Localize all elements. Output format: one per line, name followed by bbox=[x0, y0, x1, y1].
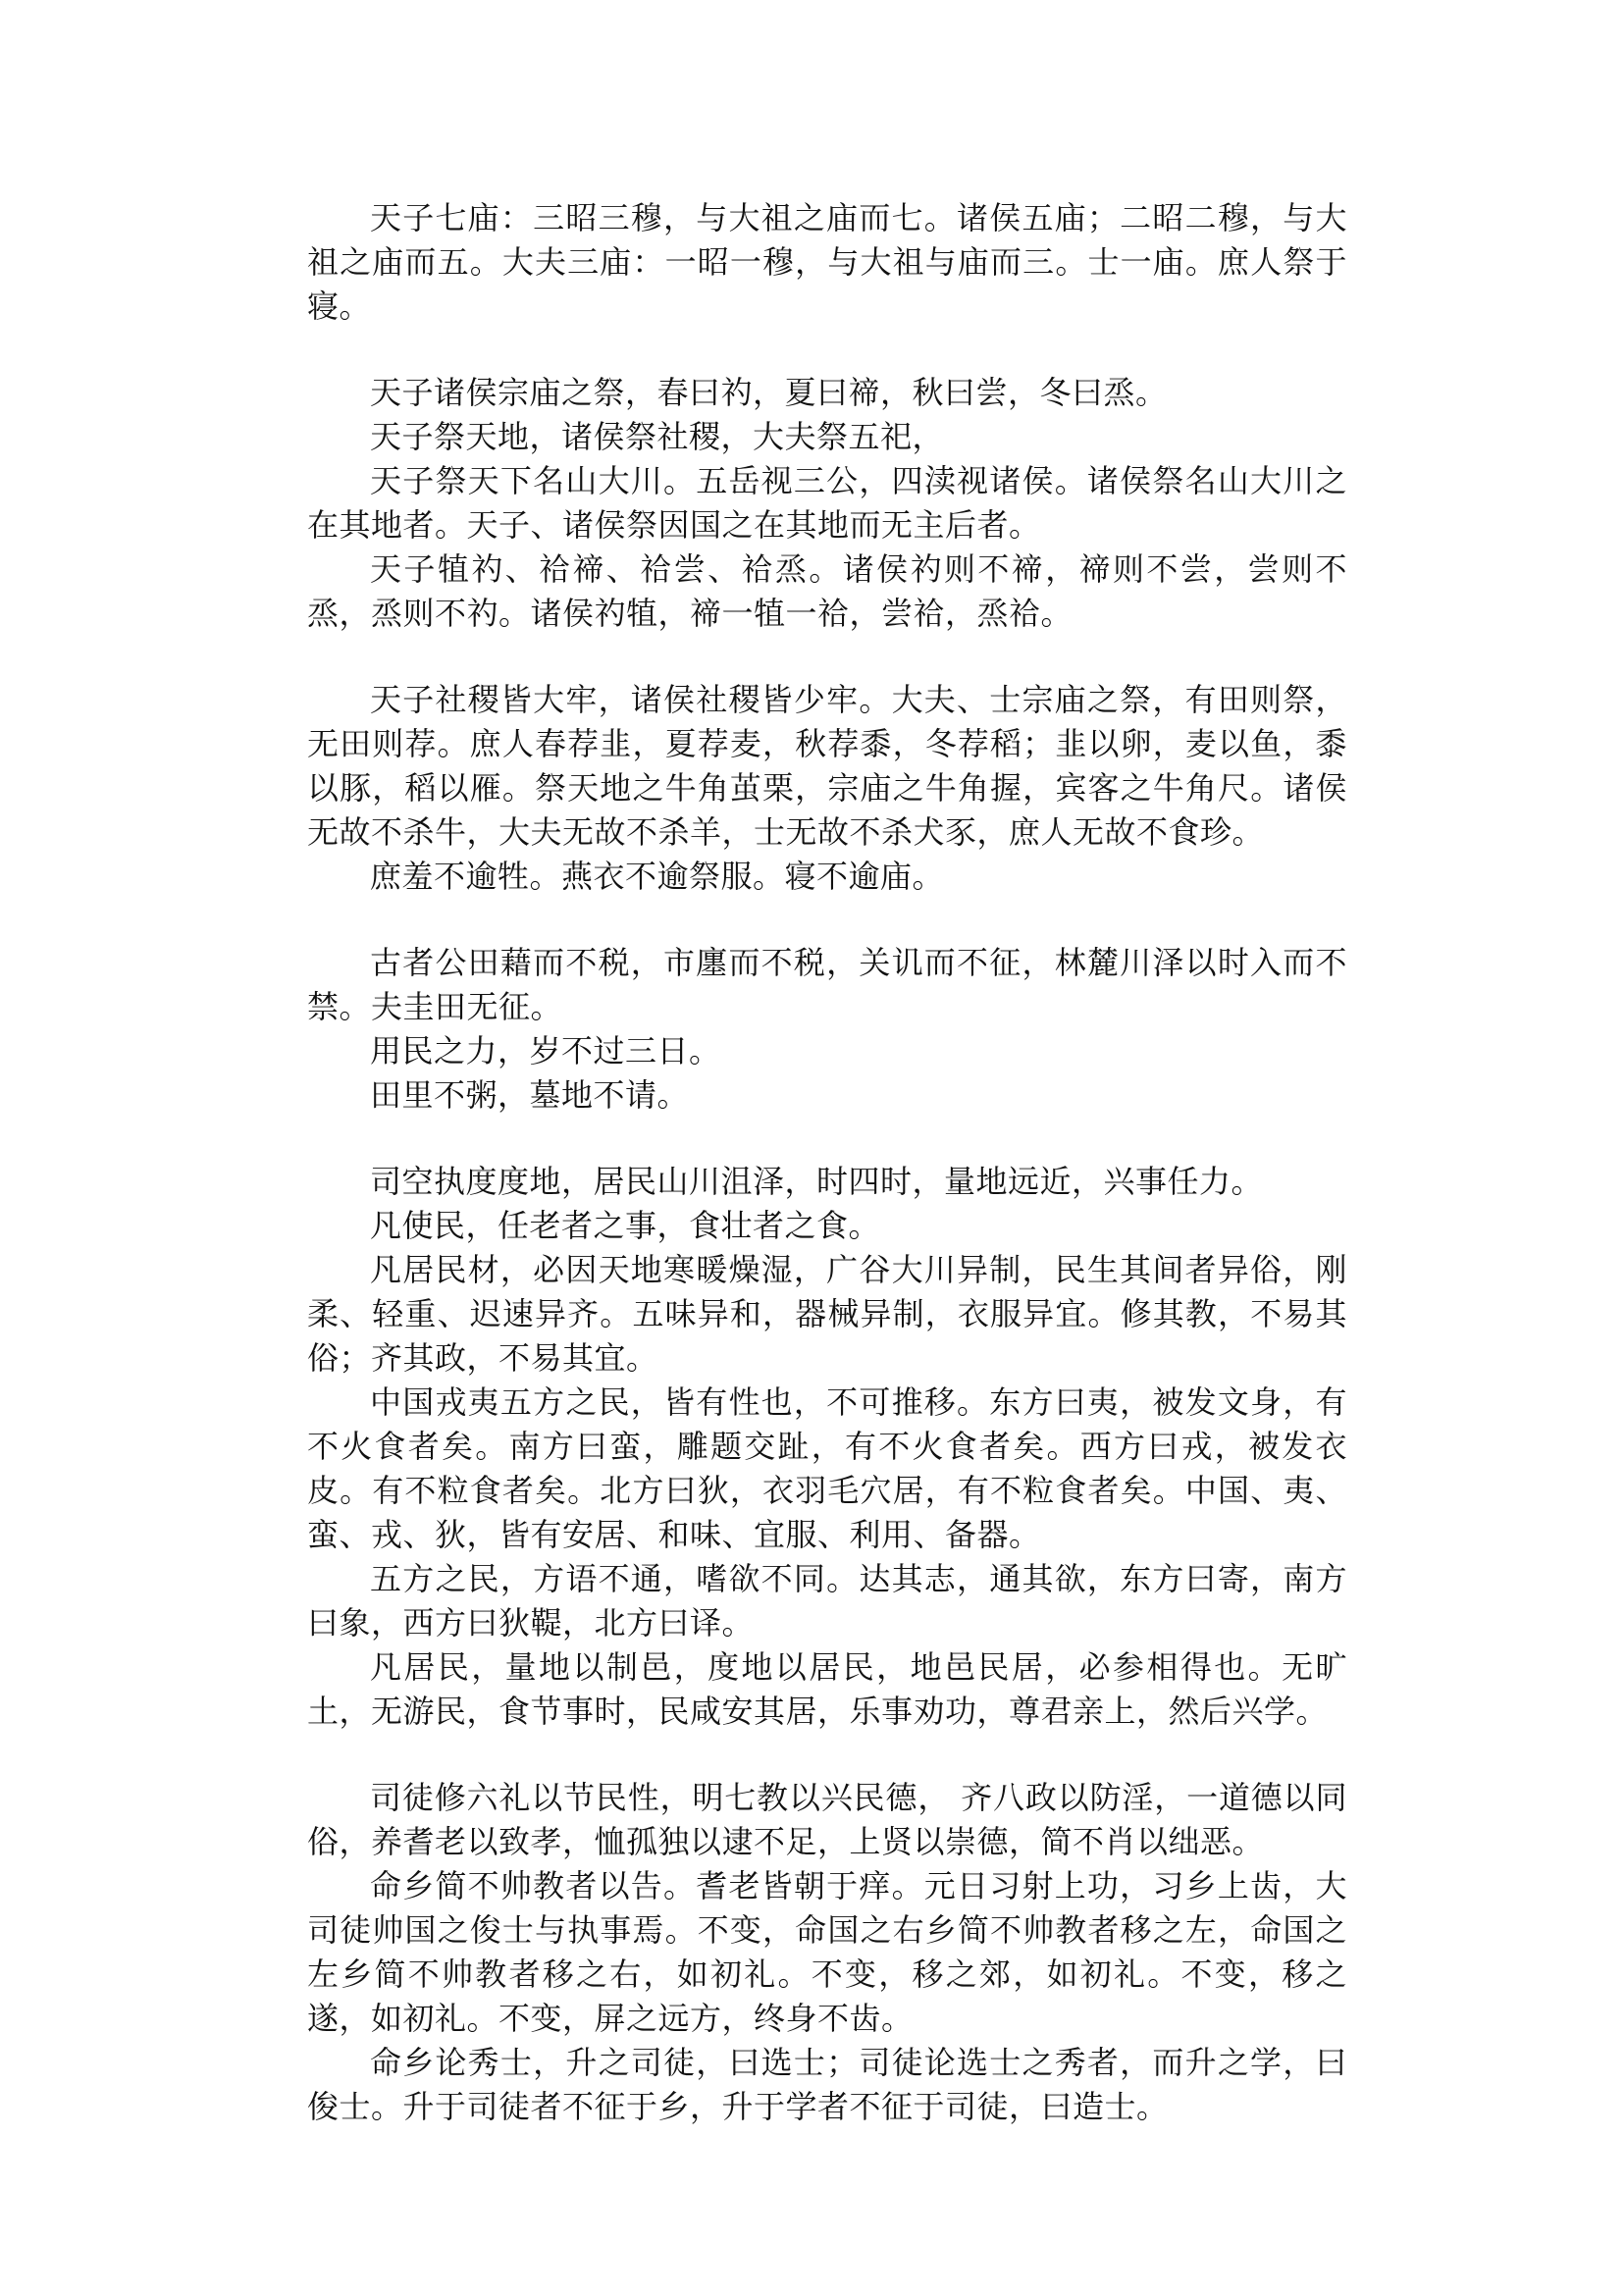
paragraph: 命乡论秀士，升之司徒，曰选士；司徒论选士之秀者，而升之学，曰俊士。升于司徒者不征于乡，升于学者不征于司徒，曰造士。 bbox=[307, 2044, 1347, 2125]
paragraph: 天子犆礿、祫禘、祫尝、祫烝。诸侯礿则不禘，禘则不尝，尝则不烝，烝则不礿。诸侯礿犆，禘一犆一祫，尝祫，烝祫。 bbox=[307, 550, 1347, 632]
paragraph: 天子社稷皆大牢，诸侯社稷皆少牢。大夫、士宗庙之祭，有田则祭，无田则荐。庶人春荐韭，夏荐麦，秋荐黍，冬荐稻；韭以卵，麦以鱼，黍以豚，稻以雁。祭天地之牛角茧栗，宗庙之牛角握，宾客之牛角尺。诸侯无故不杀牛，大夫无故不杀羊，士无故不杀犬豕，庶人无故不食珍。 bbox=[307, 681, 1347, 851]
paragraph: 天子七庙：三昭三穆，与大祖之庙而七。诸侯五庙；二昭二穆，与大祖之庙而五。大夫三庙：一昭一穆，与大祖与庙而三。士一庙。庶人祭于寝。 bbox=[307, 199, 1347, 325]
paragraph: 凡居民材，必因天地寒暖燥湿，广谷大川异制，民生其间者异俗，刚柔、轻重、迟速异齐。五味异和，器械异制，衣服异宜。修其教，不易其俗；齐其政，不易其宜。 bbox=[307, 1251, 1347, 1377]
paragraph: 五方之民，方语不通，嗜欲不同。达其志，通其欲，东方曰寄，南方曰象，西方曰狄鞮，北方曰译。 bbox=[307, 1560, 1347, 1642]
paragraph: 天子祭天下名山大川。五岳视三公，四渎视诸侯。诸侯祭名山大川之在其地者。天子、诸侯祭因国之在其地而无主后者。 bbox=[307, 462, 1347, 544]
paragraph: 天子祭天地，诸侯祭社稷，大夫祭五祀， bbox=[370, 418, 945, 455]
paragraph: 命乡简不帅教者以告。耆老皆朝于痒。元日习射上功，习乡上齿，大司徒帅国之俊士与执事焉。不变，命国之右乡简不帅教者移之左，命国之左乡简不帅教者移之右，如初礼。不变，移之郊，如初礼。不变，移之遂，如初礼。不变，屏之远方，终身不齿。 bbox=[307, 1867, 1347, 2037]
document-page bbox=[307, 196, 1347, 2129]
paragraph: 田里不粥，墓地不请。 bbox=[370, 1076, 690, 1114]
paragraph: 古者公田藉而不税，市廛而不税，关讥而不征，林麓川泽以时入而不禁。夫圭田无征。 bbox=[307, 944, 1347, 1025]
paragraph: 凡使民，任老者之事，食壮者之食。 bbox=[370, 1207, 881, 1244]
paragraph: 司徒修六礼以节民性，明七教以兴民德， 齐八政以防淫，一道德以同俗，养耆老以致孝，恤孤独以逮不足，上贤以崇德，简不肖以绌恶。 bbox=[307, 1779, 1347, 1860]
paragraph: 中国戎夷五方之民，皆有性也，不可推移。东方曰夷，被发文身，有不火食者矣。南方曰蛮，雕题交趾，有不火食者矣。西方曰戎，被发衣皮。有不粒食者矣。北方曰狄，衣羽毛穴居，有不粒食者矣。中国、夷、蛮、戎、狄，皆有安居、和味、宜服、利用、备器。 bbox=[307, 1383, 1347, 1553]
paragraph: 司空执度度地，居民山川沮泽，时四时，量地远近，兴事任力。 bbox=[370, 1163, 1264, 1200]
paragraph: 用民之力，岁不过三日。 bbox=[370, 1032, 721, 1069]
paragraph: 天子诸侯宗庙之祭，春曰礿，夏曰禘，秋曰尝，冬曰烝。 bbox=[370, 374, 1168, 411]
paragraph: 庶羞不逾牲。燕衣不逾祭服。寝不逾庙。 bbox=[370, 858, 945, 895]
paragraph: 凡居民，量地以制邑，度地以居民，地邑民居，必参相得也。无旷土，无游民，食节事时，民咸安其居，乐事劝功，尊君亲上，然后兴学。 bbox=[307, 1648, 1347, 1730]
